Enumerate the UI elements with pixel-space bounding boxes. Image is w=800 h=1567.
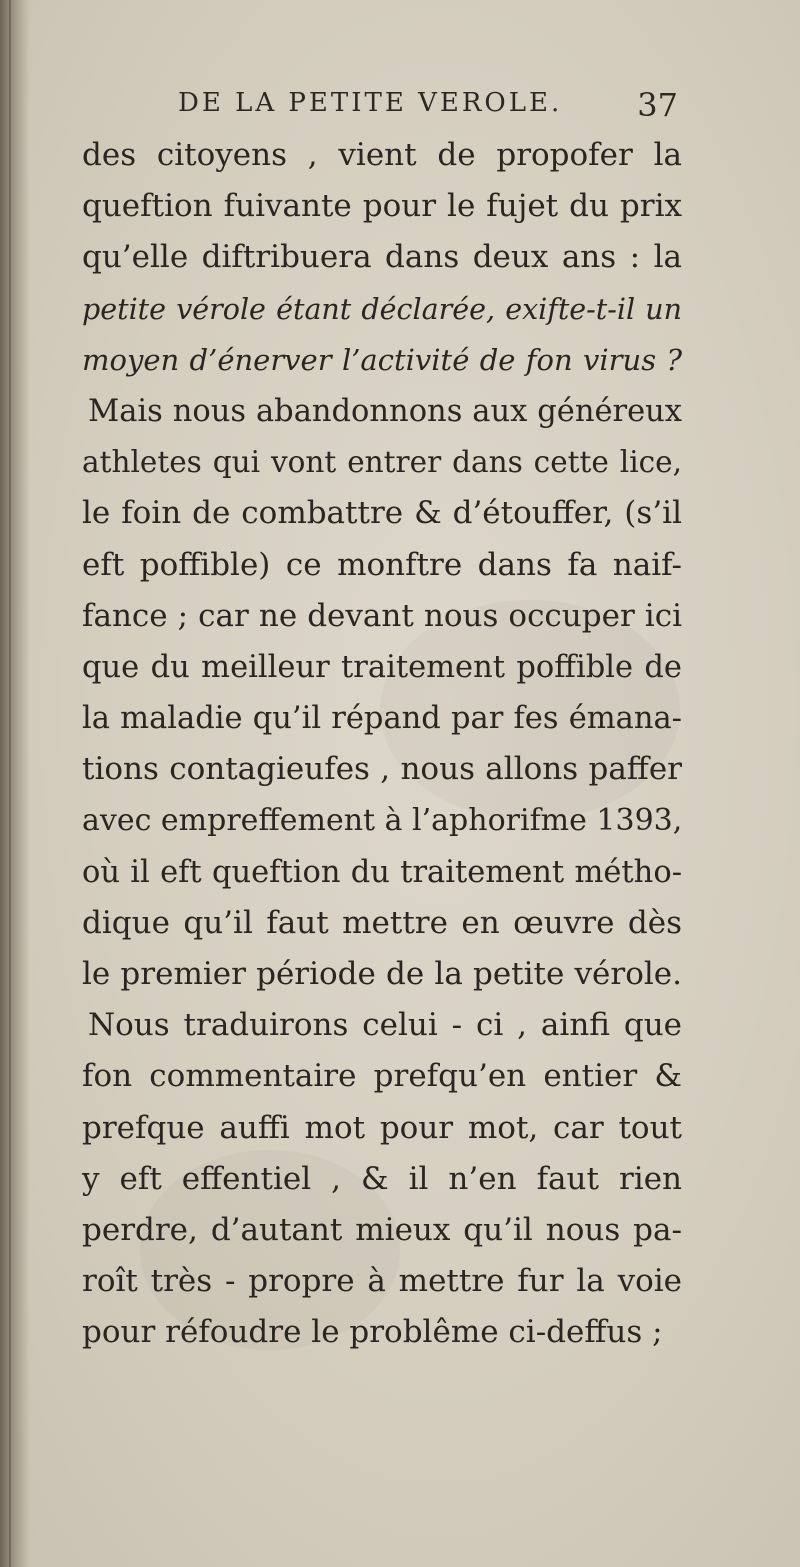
text-line: perdre, d’autant mieux qu’il nous pa-: [82, 1211, 682, 1248]
text-line: Mais nous abandonnons aux généreux: [88, 393, 682, 429]
text-line: pour réfoudre le problême ci-deffus ;: [82, 1314, 663, 1351]
text-line: la maladie qu’il répand par fes émana-: [82, 701, 682, 737]
text-line: le premier période de la petite vérole.: [82, 956, 682, 992]
page-number: 37: [637, 86, 678, 124]
text-line: dique qu’il faut mettre en œuvre dès: [82, 904, 682, 941]
body-text: [82, 130, 682, 1359]
page-header: [178, 88, 678, 128]
text-line: fon commentaire prefqu’en entier &: [82, 1058, 682, 1095]
text-line: moyen d’énerver l’activité de fon virus ?: [82, 342, 682, 377]
text-line: des citoyens , vient de propofer la: [82, 137, 682, 173]
text-line: petite vérole étant déclarée, exifte-t-il un: [82, 292, 682, 326]
text-line: où il eft queftion du traitement métho-: [82, 854, 682, 890]
text-line: roît très - propre à mettre fur la voie: [82, 1263, 682, 1300]
text-line: avec empreffement à l’aphorifme 1393,: [82, 803, 683, 839]
text-line: eft poffible) ce monftre dans fa naif-: [82, 546, 682, 583]
text-line: queftion fuivante pour le fujet du prix: [82, 188, 682, 225]
text-line: Nous traduirons celui - ci , ainfi que: [88, 1007, 682, 1044]
text-line: qu’elle diftribuera dans deux ans : la: [82, 239, 682, 276]
binding-line: [9, 0, 11, 1567]
page-gutter: [0, 0, 30, 1567]
text-line: fance ; car ne devant nous occuper ici: [82, 597, 682, 634]
text-line: tions contagieufes , nous allons paffer: [82, 751, 682, 788]
running-head: DE LA PETITE VEROLE.: [178, 88, 563, 118]
text-line: y eft effentiel , & il n’en faut rien: [82, 1160, 682, 1197]
text-line: athletes qui vont entrer dans cette lice,: [82, 445, 682, 480]
text-line: prefque auffi mot pour mot, car tout: [82, 1109, 682, 1146]
text-line: que du meilleur traitement poffible de: [82, 649, 682, 685]
text-line: le foin de combattre & d’étouffer, (s’il: [82, 495, 682, 532]
